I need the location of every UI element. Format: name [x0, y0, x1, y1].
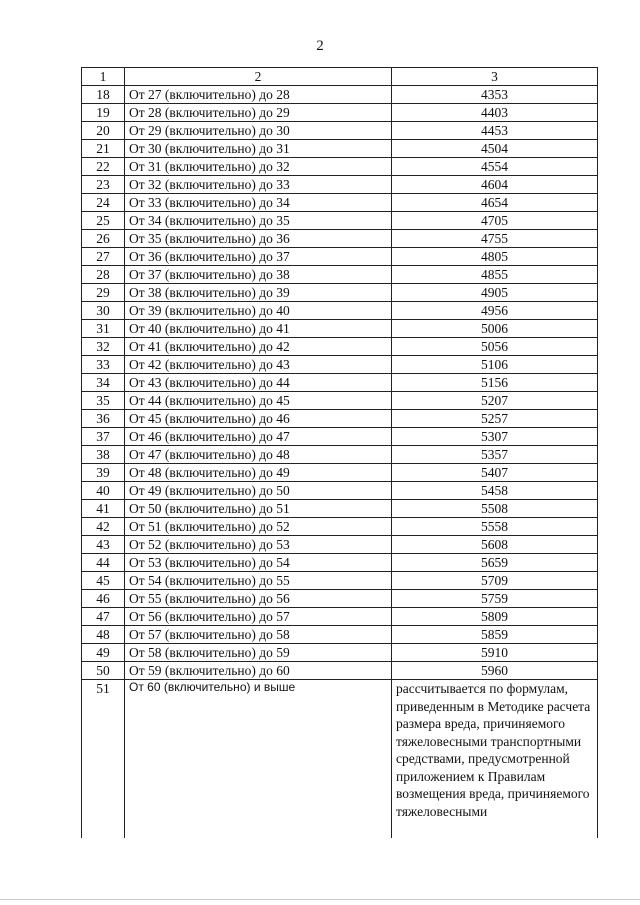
axle-load-range: От 55 (включительно) до 56 — [125, 590, 392, 608]
damage-value: 5508 — [392, 500, 598, 518]
row-number: 43 — [82, 536, 125, 554]
row-number: 42 — [82, 518, 125, 536]
damage-value: 5709 — [392, 572, 598, 590]
table-row — [82, 158, 598, 176]
table-row — [82, 572, 598, 590]
axle-load-range: От 51 (включительно) до 52 — [125, 518, 392, 536]
axle-load-range: От 38 (включительно) до 39 — [125, 284, 392, 302]
page-bottom-edge — [0, 899, 640, 900]
column-header-1: 1 — [82, 68, 125, 86]
table-row — [82, 536, 598, 554]
damage-value: 5910 — [392, 644, 598, 662]
axle-load-range: От 37 (включительно) до 38 — [125, 266, 392, 284]
table-row — [82, 554, 598, 572]
row-number: 18 — [82, 86, 125, 104]
table-header-row — [82, 68, 598, 86]
row-number: 20 — [82, 122, 125, 140]
axle-load-range: От 56 (включительно) до 57 — [125, 608, 392, 626]
row-number: 35 — [82, 392, 125, 410]
damage-value: 5156 — [392, 374, 598, 392]
row-number: 48 — [82, 626, 125, 644]
row-number: 38 — [82, 446, 125, 464]
table-row — [82, 176, 598, 194]
damage-value: 5006 — [392, 320, 598, 338]
damage-value: 5960 — [392, 662, 598, 680]
damage-value: 5859 — [392, 626, 598, 644]
table-row — [82, 410, 598, 428]
table-row — [82, 392, 598, 410]
axle-load-range: От 52 (включительно) до 53 — [125, 536, 392, 554]
table-row — [82, 248, 598, 266]
row-number: 44 — [82, 554, 125, 572]
axle-load-range: От 50 (включительно) до 51 — [125, 500, 392, 518]
table-row — [82, 446, 598, 464]
damage-value: 5809 — [392, 608, 598, 626]
damage-value: 4855 — [392, 266, 598, 284]
axle-load-range: От 30 (включительно) до 31 — [125, 140, 392, 158]
row-number: 46 — [82, 590, 125, 608]
axle-load-range: От 46 (включительно) до 47 — [125, 428, 392, 446]
axle-load-range: От 29 (включительно) до 30 — [125, 122, 392, 140]
table-row — [82, 464, 598, 482]
table-row — [82, 608, 598, 626]
axle-load-range: От 33 (включительно) до 34 — [125, 194, 392, 212]
table-row — [82, 266, 598, 284]
row-number: 19 — [82, 104, 125, 122]
column-header-2: 2 — [125, 68, 392, 86]
row-number: 25 — [82, 212, 125, 230]
axle-load-range: От 54 (включительно) до 55 — [125, 572, 392, 590]
row-number: 40 — [82, 482, 125, 500]
axle-load-range: От 34 (включительно) до 35 — [125, 212, 392, 230]
axle-load-range: От 43 (включительно) до 44 — [125, 374, 392, 392]
table-row — [82, 662, 598, 680]
damage-value: 5407 — [392, 464, 598, 482]
damage-value: 5659 — [392, 554, 598, 572]
axle-load-range: От 42 (включительно) до 43 — [125, 356, 392, 374]
table-row — [82, 590, 598, 608]
table-row — [82, 320, 598, 338]
damage-value: 5458 — [392, 482, 598, 500]
axle-load-range: От 47 (включительно) до 48 — [125, 446, 392, 464]
table-row — [82, 122, 598, 140]
axle-load-range: От 48 (включительно) до 49 — [125, 464, 392, 482]
table-row — [82, 230, 598, 248]
damage-value: 4705 — [392, 212, 598, 230]
row-number: 21 — [82, 140, 125, 158]
damage-value: 4755 — [392, 230, 598, 248]
damage-value: 5056 — [392, 338, 598, 356]
damage-value: 4604 — [392, 176, 598, 194]
row-number: 22 — [82, 158, 125, 176]
table-row — [82, 86, 598, 104]
column-header-3: 3 — [392, 68, 598, 86]
damage-value: 4504 — [392, 140, 598, 158]
axle-load-range: От 39 (включительно) до 40 — [125, 302, 392, 320]
row-number: 32 — [82, 338, 125, 356]
row-number: 26 — [82, 230, 125, 248]
damage-value: 5307 — [392, 428, 598, 446]
damage-value: 4453 — [392, 122, 598, 140]
axle-load-range: От 45 (включительно) до 46 — [125, 410, 392, 428]
tariff-table — [81, 67, 598, 838]
axle-load-range: От 57 (включительно) до 58 — [125, 626, 392, 644]
row-number: 31 — [82, 320, 125, 338]
table-row — [82, 356, 598, 374]
damage-value: 5558 — [392, 518, 598, 536]
table-row — [82, 212, 598, 230]
table-row — [82, 284, 598, 302]
damage-value: 4403 — [392, 104, 598, 122]
axle-load-range: От 49 (включительно) до 50 — [125, 482, 392, 500]
axle-load-range: От 53 (включительно) до 54 — [125, 554, 392, 572]
row-number: 37 — [82, 428, 125, 446]
page-number: 2 — [316, 38, 324, 54]
damage-value: 4956 — [392, 302, 598, 320]
axle-load-range: От 44 (включительно) до 45 — [125, 392, 392, 410]
table-row — [82, 302, 598, 320]
damage-value: 4805 — [392, 248, 598, 266]
table-row — [82, 518, 598, 536]
row-number: 47 — [82, 608, 125, 626]
damage-value: 4905 — [392, 284, 598, 302]
table-row — [82, 374, 598, 392]
damage-value: 5759 — [392, 590, 598, 608]
row-number: 30 — [82, 302, 125, 320]
row-number: 24 — [82, 194, 125, 212]
axle-load-range: От 35 (включительно) до 36 — [125, 230, 392, 248]
table-row-last — [82, 680, 598, 839]
damage-value-cell — [392, 680, 598, 839]
axle-load-range: От 41 (включительно) до 42 — [125, 338, 392, 356]
row-number: 34 — [82, 374, 125, 392]
row-number: 33 — [82, 356, 125, 374]
row-number: 36 — [82, 410, 125, 428]
row-number: 28 — [82, 266, 125, 284]
table-row — [82, 482, 598, 500]
axle-load-range: От 60 (включительно) и выше — [129, 680, 296, 694]
damage-value: 5608 — [392, 536, 598, 554]
row-number: 49 — [82, 644, 125, 662]
table-row — [82, 140, 598, 158]
row-number: 45 — [82, 572, 125, 590]
axle-load-range: От 27 (включительно) до 28 — [125, 86, 392, 104]
row-number: 27 — [82, 248, 125, 266]
table-row — [82, 500, 598, 518]
row-number: 50 — [82, 662, 125, 680]
row-number: 41 — [82, 500, 125, 518]
damage-value: 4353 — [392, 86, 598, 104]
damage-value: 4654 — [392, 194, 598, 212]
formula-note: рассчитывается по формулам, приведенным в Методике расчета размера вреда, причиняемого тяжеловесными транспортными средствами, предусмотренной приложением к Правилам возмещения вреда, причиняемого тяжеловесными — [396, 681, 591, 819]
row-number: 29 — [82, 284, 125, 302]
axle-load-range: От 59 (включительно) до 60 — [125, 662, 392, 680]
axle-load-range: От 32 (включительно) до 33 — [125, 176, 392, 194]
damage-value: 5357 — [392, 446, 598, 464]
axle-load-range-cell — [125, 680, 392, 839]
axle-load-range: От 40 (включительно) до 41 — [125, 320, 392, 338]
damage-value: 4554 — [392, 158, 598, 176]
table-row — [82, 104, 598, 122]
table-body — [82, 68, 598, 839]
damage-value: 5106 — [392, 356, 598, 374]
axle-load-range: От 28 (включительно) до 29 — [125, 104, 392, 122]
axle-load-range: От 31 (включительно) до 32 — [125, 158, 392, 176]
table-row — [82, 194, 598, 212]
row-number: 23 — [82, 176, 125, 194]
row-number: 51 — [82, 680, 125, 839]
table-row — [82, 644, 598, 662]
table-row — [82, 338, 598, 356]
damage-value: 5257 — [392, 410, 598, 428]
damage-value: 5207 — [392, 392, 598, 410]
axle-load-range: От 36 (включительно) до 37 — [125, 248, 392, 266]
axle-load-range: От 58 (включительно) до 59 — [125, 644, 392, 662]
row-number: 39 — [82, 464, 125, 482]
table-row — [82, 428, 598, 446]
table-row — [82, 626, 598, 644]
